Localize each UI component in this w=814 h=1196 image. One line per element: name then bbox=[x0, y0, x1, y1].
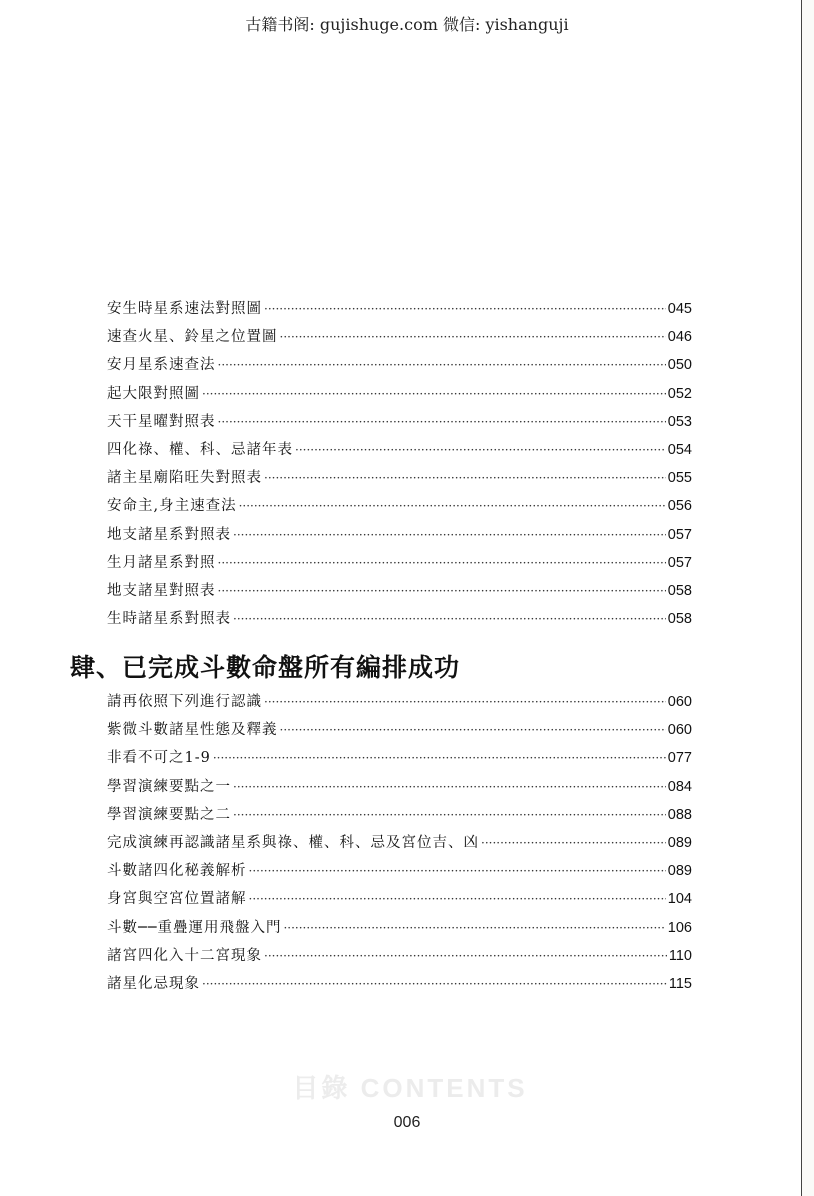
dot-leader bbox=[239, 499, 666, 513]
toc-entry-page: 053 bbox=[667, 413, 692, 430]
toc-entry-page: 046 bbox=[667, 329, 692, 346]
dot-leader bbox=[249, 864, 666, 878]
toc-entry-page: 058 bbox=[667, 611, 692, 628]
toc-entry-page: 089 bbox=[667, 863, 692, 880]
dot-leader bbox=[280, 723, 666, 737]
dot-leader bbox=[264, 471, 666, 485]
toc-entry[interactable] bbox=[107, 746, 692, 774]
dot-leader bbox=[202, 977, 667, 991]
dot-leader bbox=[202, 387, 666, 401]
toc-entry[interactable] bbox=[107, 579, 692, 607]
toc-entry-page: 088 bbox=[667, 806, 692, 823]
contents-faded-label: 目錄 CONTENTS bbox=[292, 1073, 528, 1103]
toc-entry[interactable] bbox=[107, 297, 692, 325]
dot-leader bbox=[213, 751, 666, 765]
toc-list-group-2 bbox=[107, 690, 692, 1000]
toc-entry-page: 055 bbox=[667, 470, 692, 487]
dot-leader bbox=[218, 415, 666, 429]
toc-entry[interactable] bbox=[107, 775, 692, 803]
dot-leader bbox=[233, 780, 666, 794]
toc-entry-page: 115 bbox=[668, 975, 692, 992]
toc-entry-title: 安命主,身主速查法 bbox=[107, 498, 237, 515]
toc-entry-page: 104 bbox=[667, 891, 692, 908]
toc-entry-page: 052 bbox=[667, 385, 692, 402]
watermark-header: 古籍书阁: gujishuge.com 微信: yishanguji bbox=[245, 15, 569, 34]
toc-entry-page: 056 bbox=[667, 498, 692, 515]
toc-entry[interactable] bbox=[107, 690, 692, 718]
toc-entry[interactable] bbox=[107, 523, 692, 551]
toc-entry-title: 安生時星系速法對照圖 bbox=[107, 301, 262, 317]
toc-entry-title: 生時諸星系對照表 bbox=[107, 611, 231, 628]
toc-entry-title: 諸宮四化入十二宮現象 bbox=[107, 947, 262, 964]
toc-entry-page: 084 bbox=[667, 778, 692, 795]
toc-entry[interactable] bbox=[107, 887, 692, 915]
toc-entry-page: 054 bbox=[667, 441, 692, 458]
toc-entry-page: 057 bbox=[667, 526, 692, 543]
toc-entry-title: 諸星化忌現象 bbox=[107, 975, 200, 992]
dot-leader bbox=[264, 695, 666, 709]
toc-entry-page: 077 bbox=[667, 750, 692, 767]
dot-leader bbox=[280, 330, 666, 344]
toc-entry-title: 起大限對照圖 bbox=[107, 385, 200, 402]
toc-entry[interactable] bbox=[107, 859, 692, 887]
toc-entry[interactable] bbox=[107, 438, 692, 466]
toc-entry[interactable] bbox=[107, 944, 692, 972]
dot-leader bbox=[233, 808, 666, 822]
dot-leader bbox=[481, 836, 666, 850]
toc-entry-page: 060 bbox=[667, 694, 692, 710]
dot-leader bbox=[249, 892, 666, 906]
dot-leader bbox=[233, 612, 666, 626]
dot-leader bbox=[264, 949, 667, 963]
toc-entry-title: 完成演練再認識諸星系與祿、權、科、忌及宮位吉、凶 bbox=[107, 834, 479, 851]
toc-entry[interactable] bbox=[107, 831, 692, 859]
page-right-edge bbox=[801, 0, 814, 1196]
toc-entry-title: 學習演練要點之一 bbox=[107, 778, 231, 795]
toc-entry[interactable] bbox=[107, 325, 692, 353]
toc-entry[interactable] bbox=[107, 382, 692, 410]
toc-entry[interactable] bbox=[107, 410, 692, 438]
toc-entry[interactable] bbox=[107, 972, 692, 1000]
dot-leader bbox=[218, 584, 666, 598]
toc-entry-title: 學習演練要點之二 bbox=[107, 806, 231, 823]
toc-entry-title: 斗數諸四化秘義解析 bbox=[107, 863, 247, 880]
toc-entry-title: 速查火星、鈴星之位置圖 bbox=[107, 329, 278, 346]
dot-leader bbox=[218, 358, 666, 372]
toc-entry[interactable] bbox=[107, 494, 692, 522]
toc-entry-title: 地支諸星對照表 bbox=[107, 582, 216, 599]
toc-entry-title: 地支諸星系對照表 bbox=[107, 526, 231, 543]
dot-leader bbox=[233, 528, 666, 542]
toc-entry-page: 058 bbox=[667, 582, 692, 599]
toc-entry-title: 安月星系速查法 bbox=[107, 357, 216, 374]
toc-entry-page: 089 bbox=[667, 834, 692, 851]
page-number: 006 bbox=[393, 1114, 421, 1131]
toc-entry-title: 生月諸星系對照 bbox=[107, 554, 216, 571]
toc-entry-title: 斗數──重疊運用飛盤入門 bbox=[107, 919, 282, 936]
toc-entry-page: 050 bbox=[667, 357, 692, 374]
toc-entry-title: 請再依照下列進行認識 bbox=[107, 694, 262, 710]
toc-entry-title: 四化祿、權、科、忌諸年表 bbox=[107, 441, 293, 458]
toc-entry[interactable] bbox=[107, 353, 692, 381]
toc-entry[interactable] bbox=[107, 607, 692, 635]
toc-entry[interactable] bbox=[107, 916, 692, 944]
dot-leader bbox=[295, 443, 666, 457]
toc-entry-page: 060 bbox=[667, 722, 692, 739]
dot-leader bbox=[218, 556, 666, 570]
toc-entry[interactable] bbox=[107, 803, 692, 831]
toc-entry-title: 紫微斗數諸星性態及釋義 bbox=[107, 722, 278, 739]
toc-entry-title: 身宮與空宮位置諸解 bbox=[107, 891, 247, 908]
toc-entry-page: 106 bbox=[667, 919, 692, 936]
toc-entry-title: 天干星曜對照表 bbox=[107, 413, 216, 430]
dot-leader bbox=[264, 302, 666, 316]
toc-entry[interactable] bbox=[107, 466, 692, 494]
toc-entry-title: 非看不可之1-9 bbox=[107, 750, 211, 767]
toc-entry-page: 110 bbox=[668, 947, 692, 964]
toc-entry[interactable] bbox=[107, 551, 692, 579]
toc-list-group-1 bbox=[107, 297, 692, 635]
dot-leader bbox=[283, 921, 665, 935]
section-heading[interactable]: 肆、已完成斗數命盤所有編排成功 bbox=[70, 653, 461, 682]
toc-entry-title: 諸主星廟陷旺失對照表 bbox=[107, 470, 262, 487]
toc-entry[interactable] bbox=[107, 718, 692, 746]
toc-entry-page: 057 bbox=[667, 554, 692, 571]
toc-entry-page: 045 bbox=[667, 301, 692, 317]
